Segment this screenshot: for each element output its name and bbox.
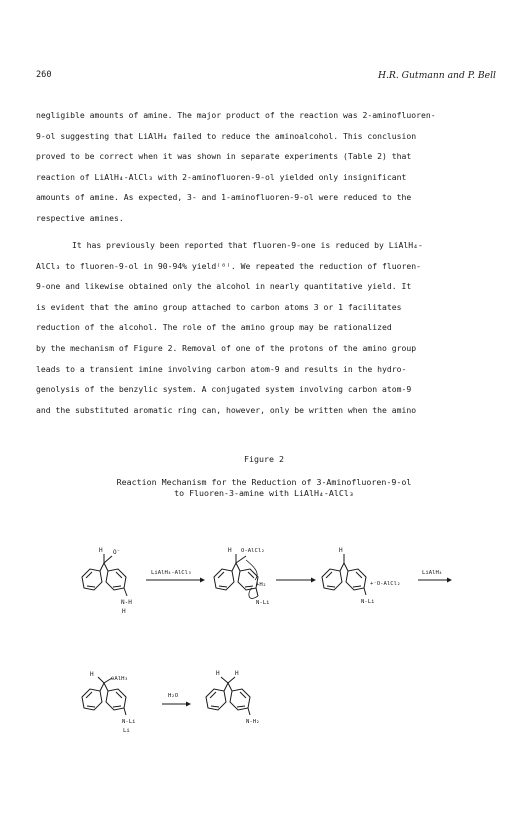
text-line: is evident that the amino group attached to carbon atoms 3 or 1 facilitates <box>36 301 402 312</box>
label-n-li: N-Li <box>361 599 375 605</box>
structure-aminofluorenol-anion <box>82 547 132 615</box>
label-nh2: N-H₂ <box>246 719 260 725</box>
structure-fluoren-3-amine <box>206 670 259 725</box>
text-line: reaction of LiAlH₄-AlCl₃ with 2-aminofluoren-9-ol yielded only insignificant <box>36 171 407 182</box>
label-h: H <box>90 671 94 678</box>
paragraph-2 <box>36 235 496 420</box>
structure-imine-intermediate <box>322 547 400 605</box>
reaction-arrow-4 <box>162 693 191 707</box>
reaction-arrow-1 <box>146 570 205 583</box>
reagent-label: LiAlH₄-AlCl₃ <box>151 570 192 576</box>
label-h: H <box>339 547 343 554</box>
label-amino: N-H <box>121 599 132 606</box>
text-line: genolysis of the benzylic system. A conjugated system involving carbon atom-9 <box>36 384 412 395</box>
structure-aluminate-intermediate <box>214 547 269 606</box>
text-line: It has previously been reported that fluoren-9-one is reduced by LiAlH₄- <box>72 240 423 250</box>
reaction-arrow-3 <box>418 570 452 583</box>
text-line: leads to a transient imine involving carbon atom-9 and results in the hydro- <box>36 363 407 374</box>
text-line: AlCl₃ to fluoren-9-ol in 90-94% yield⁽⁸⁾. We repeated the reduction of fluoren- <box>36 260 421 271</box>
label-oxide: O⁻ <box>113 549 121 556</box>
running-header <box>36 70 496 84</box>
label-h: H <box>216 670 220 677</box>
label-alh3: ⊖AlH₃ <box>111 676 128 682</box>
text-line: proved to be correct when it was shown in separate experiments (Table 2) that <box>36 151 412 162</box>
label-n-li: N-Li <box>256 600 270 606</box>
structure-hydride-adduct <box>82 671 135 734</box>
reaction-arrow-2 <box>276 578 316 583</box>
figure-caption-line-1: Reaction Mechanism for the Reduction of 3-Aminofluoren-9-ol <box>116 477 412 487</box>
label-plus-h2: +H₂ <box>256 582 267 588</box>
reagent-label: H₂O <box>168 693 179 699</box>
paragraph-1 <box>36 105 496 229</box>
text-line: negligible amounts of amine. The major product of the reaction was 2-aminofluoren- <box>36 110 436 120</box>
reaction-scheme <box>0 520 528 750</box>
figure-caption <box>0 477 528 499</box>
label-li: Li <box>123 728 130 734</box>
text-line: 9-one and likewise obtained only the alcohol in nearly quantitative yield. It <box>36 281 412 292</box>
text-line: 9-ol suggesting that LiAlH₄ failed to reduce the aminoalcohol. This conclusion <box>36 130 417 141</box>
label-h: H <box>235 670 239 677</box>
label-h: H <box>99 547 103 554</box>
text-line: respective amines. <box>36 212 124 223</box>
figure-label: Figure 2 <box>244 454 284 464</box>
text-line: and the substituted aromatic ring can, however, only be written when the amino <box>36 404 417 415</box>
label-n-li: N-Li <box>122 719 136 725</box>
running-authors: H.R. Gutmann and P. Bell <box>377 70 496 81</box>
label-oxygen-aluminum: O-AlCl₂ <box>241 548 265 554</box>
page-number: 260 <box>36 70 52 80</box>
label-h: H <box>228 547 232 554</box>
text-line: reduction of the alcohol. The role of the amino group may be rationalized <box>36 322 392 333</box>
reagent-label: LiAlH₄ <box>422 570 443 576</box>
label-aluminate-ion: +⁻O-AlCl₂ <box>370 581 401 587</box>
text-line: amounts of amine. As expected, 3- and 1-aminofluoren-9-ol were reduced to the <box>36 192 412 203</box>
label-amino-h: H <box>122 608 126 615</box>
figure-caption-line-2: to Fluoren-3-amine with LiAlH₄-AlCl₃ <box>174 488 354 498</box>
text-line: by the mechanism of Figure 2. Removal of one of the protons of the amino group <box>36 342 417 353</box>
